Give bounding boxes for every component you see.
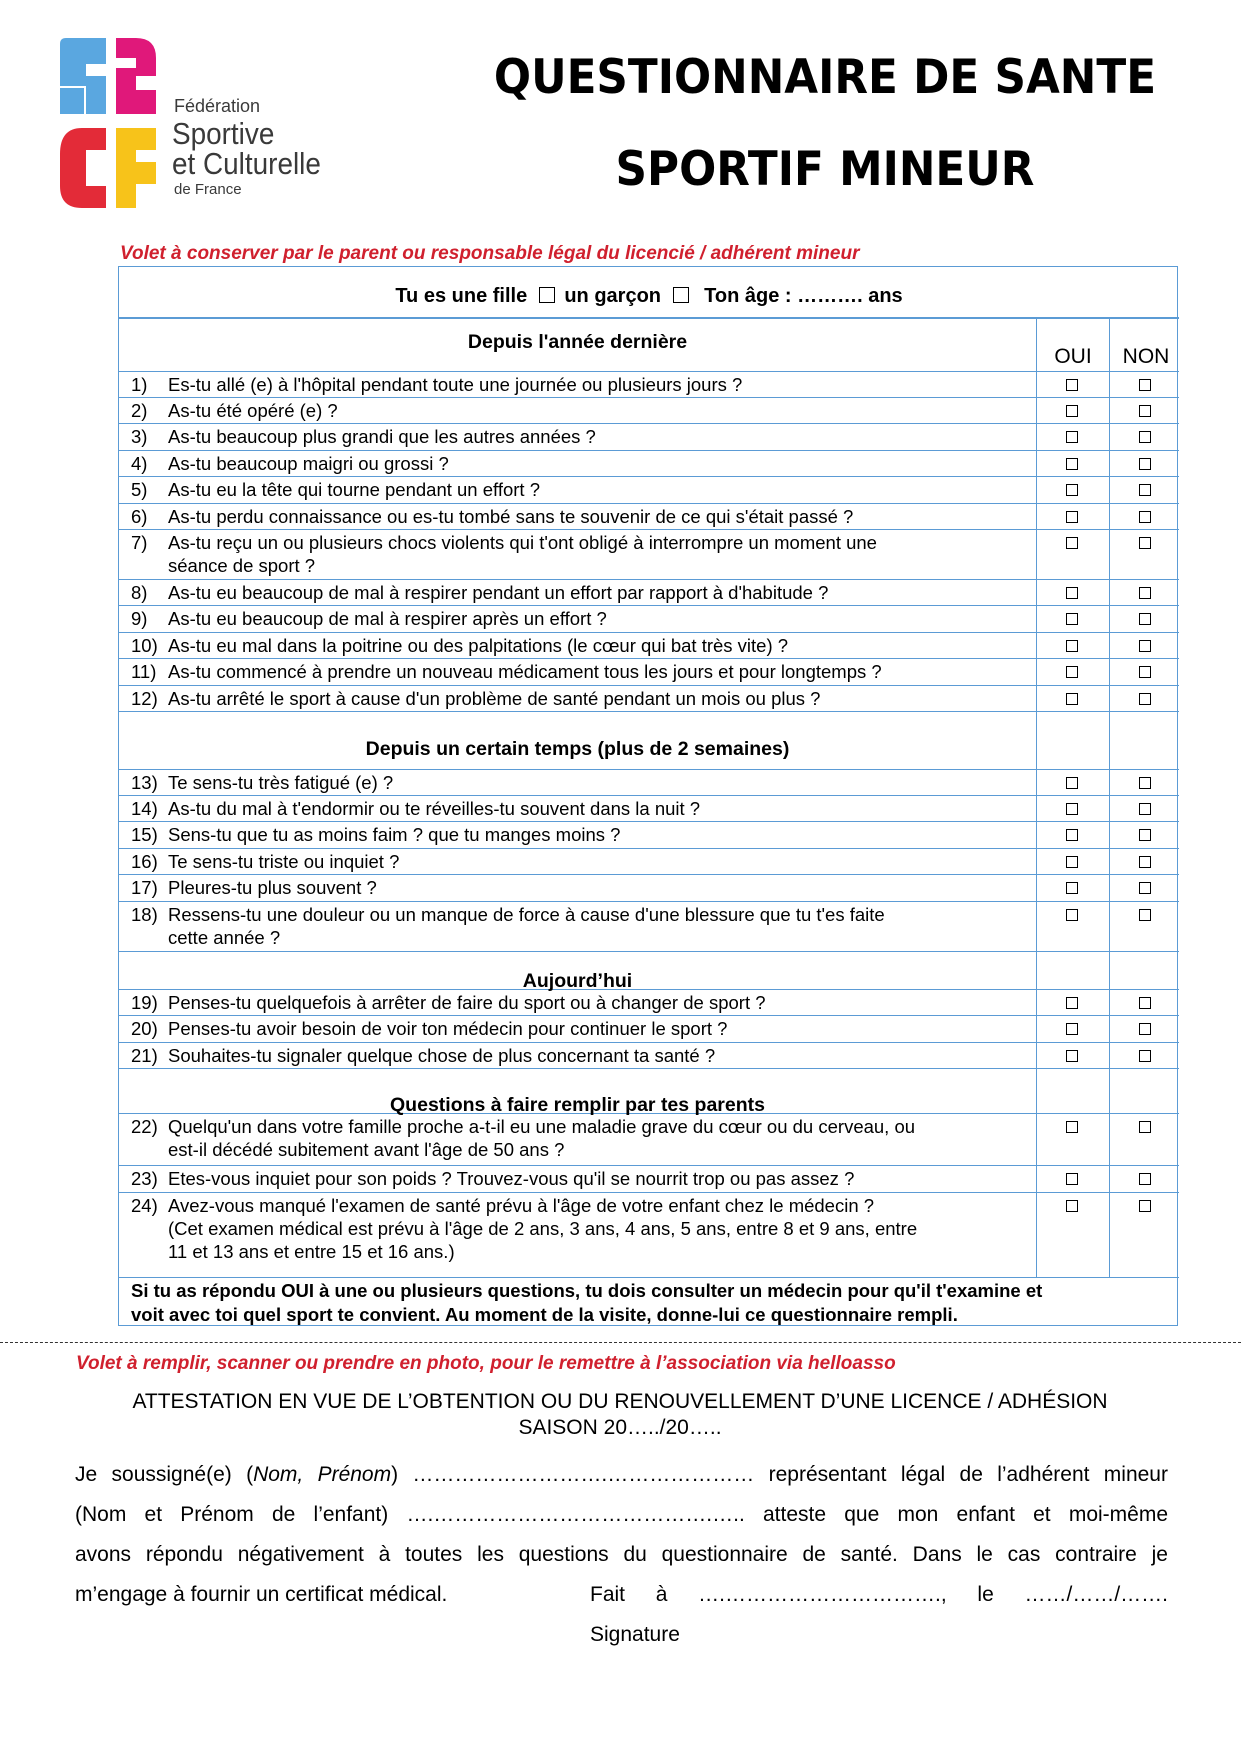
oui-checkbox[interactable] bbox=[1066, 1023, 1078, 1035]
question-text: As-tu perdu connaissance ou es-tu tombé sans te souvenir de ce qui s'était passé ? bbox=[168, 506, 854, 527]
question-number: 7) bbox=[131, 532, 148, 553]
question-text: As-tu eu beaucoup de mal à respirer pendant un effort par rapport à d'habitude ? bbox=[168, 582, 829, 603]
oui-checkbox[interactable] bbox=[1066, 458, 1078, 470]
question-text: As-tu commencé à prendre un nouveau médicament tous les jours et pour longtemps ? bbox=[168, 661, 882, 682]
column-oui: OUI bbox=[1054, 345, 1092, 368]
oui-checkbox[interactable] bbox=[1066, 777, 1078, 789]
question-number: 1) bbox=[131, 374, 148, 395]
section-title-3: Aujourd’hui bbox=[522, 970, 633, 992]
ffsc-logo bbox=[60, 36, 405, 226]
section-title-1: Depuis l'année dernière bbox=[467, 331, 688, 353]
oui-checkbox[interactable] bbox=[1066, 997, 1078, 1009]
attestation-title-line2: SAISON 20…../20….. bbox=[518, 1416, 722, 1439]
question-number: 2) bbox=[131, 400, 148, 421]
non-checkbox[interactable] bbox=[1139, 666, 1151, 678]
oui-checkbox[interactable] bbox=[1066, 484, 1078, 496]
footer-note-line1: Si tu as répondu OUI à une ou plusieurs questions, tu dois consulter un médecin pour qu'il t'examine et bbox=[131, 1280, 1043, 1301]
age-label: Ton âge : ………. ans bbox=[704, 285, 903, 307]
oui-checkbox[interactable] bbox=[1066, 613, 1078, 625]
question-number: 17) bbox=[131, 877, 158, 898]
non-checkbox[interactable] bbox=[1139, 511, 1151, 523]
logo-text-culturelle: et Culturelle bbox=[172, 146, 321, 181]
oui-checkbox[interactable] bbox=[1066, 803, 1078, 815]
attestation-title-line1: ATTESTATION EN VUE DE L’OBTENTION OU DU RENOUVELLEMENT D’UNE LICENCE / ADHÉSION bbox=[132, 1390, 1108, 1413]
non-checkbox[interactable] bbox=[1139, 882, 1151, 894]
attestation-signature: Signature bbox=[590, 1623, 680, 1646]
attestation-nom-prenom: Nom, Prénom bbox=[253, 1463, 392, 1486]
question-text: Avez-vous manqué l'examen de santé prévu à l'âge de votre enfant chez le médecin ? bbox=[168, 1195, 875, 1216]
garcon-label: un garçon bbox=[564, 285, 661, 307]
attestation-line1 bbox=[75, 1455, 1168, 1495]
question-text: As-tu du mal à t'endormir ou te réveilles-tu souvent dans la nuit ? bbox=[168, 798, 701, 819]
attestation-line1-c: ) ……………………….………………… représentant légal de l’adhérent mineur bbox=[391, 1463, 1168, 1486]
question-text: As-tu beaucoup plus grandi que les autres années ? bbox=[168, 426, 596, 447]
question-text: (Cet examen médical est prévu à l'âge de 2 ans, 3 ans, 4 ans, 5 ans, entre 8 et 9 ans, entre bbox=[168, 1218, 918, 1239]
oui-checkbox[interactable] bbox=[1066, 431, 1078, 443]
question-text: Es-tu allé (e) à l'hôpital pendant toute une journée ou plusieurs jours ? bbox=[168, 374, 743, 395]
oui-checkbox[interactable] bbox=[1066, 1050, 1078, 1062]
fille-label: Tu es une fille bbox=[395, 285, 528, 307]
question-text: Te sens-tu triste ou inquiet ? bbox=[168, 851, 400, 872]
oui-checkbox[interactable] bbox=[1066, 666, 1078, 678]
attestation-line4: m’engage à fournir un certificat médical. bbox=[75, 1583, 448, 1606]
question-text: Souhaites-tu signaler quelque chose de plus concernant ta santé ? bbox=[168, 1045, 716, 1066]
oui-checkbox[interactable] bbox=[1066, 379, 1078, 391]
non-checkbox[interactable] bbox=[1139, 1023, 1151, 1035]
question-text: Te sens-tu très fatigué (e) ? bbox=[168, 772, 394, 793]
non-checkbox[interactable] bbox=[1139, 587, 1151, 599]
question-number: 23) bbox=[131, 1168, 158, 1189]
questionnaire-table bbox=[118, 266, 1178, 1326]
question-text: cette année ? bbox=[168, 927, 281, 948]
question-text: As-tu eu beaucoup de mal à respirer après un effort ? bbox=[168, 608, 607, 629]
oui-checkbox[interactable] bbox=[1066, 909, 1078, 921]
non-checkbox[interactable] bbox=[1139, 431, 1151, 443]
oui-checkbox[interactable] bbox=[1066, 829, 1078, 841]
section-title-2: Depuis un certain temps (plus de 2 semaines) bbox=[365, 738, 790, 760]
question-number: 24) bbox=[131, 1195, 158, 1216]
non-checkbox[interactable] bbox=[1139, 1050, 1151, 1062]
non-checkbox[interactable] bbox=[1139, 405, 1151, 417]
question-number: 13) bbox=[131, 772, 158, 793]
question-number: 15) bbox=[131, 824, 158, 845]
attestation-line2: (Nom et Prénom de l’enfant) ….………………………………….….. atteste que mon enfant et moi-même bbox=[75, 1503, 1168, 1526]
question-text: As-tu beaucoup maigri ou grossi ? bbox=[168, 453, 449, 474]
question-number: 16) bbox=[131, 851, 158, 872]
non-checkbox[interactable] bbox=[1139, 777, 1151, 789]
attestation-line3: avons répondu négativement à toutes les questions du questionnaire de santé. Dans le cas contraire je bbox=[75, 1543, 1168, 1566]
non-checkbox[interactable] bbox=[1139, 1200, 1151, 1212]
non-checkbox[interactable] bbox=[1139, 856, 1151, 868]
question-number: 5) bbox=[131, 479, 148, 500]
question-number: 3) bbox=[131, 426, 148, 447]
attestation-title bbox=[60, 1389, 1180, 1441]
non-checkbox[interactable] bbox=[1139, 1121, 1151, 1133]
question-number: 12) bbox=[131, 688, 158, 709]
logo-text-de-france: de France bbox=[174, 181, 242, 198]
question-number: 4) bbox=[131, 453, 148, 474]
oui-checkbox[interactable] bbox=[1066, 537, 1078, 549]
non-checkbox[interactable] bbox=[1139, 613, 1151, 625]
attestation-fait-a: Fait à ….…………………………., le ……/……/……. bbox=[590, 1583, 1168, 1606]
question-text: séance de sport ? bbox=[168, 555, 316, 576]
question-text: As-tu reçu un ou plusieurs chocs violents qui t'ont obligé à interrompre un moment une bbox=[168, 532, 877, 553]
question-number: 14) bbox=[131, 798, 158, 819]
garcon-checkbox[interactable] bbox=[673, 287, 689, 303]
oui-checkbox[interactable] bbox=[1066, 882, 1078, 894]
non-checkbox[interactable] bbox=[1139, 997, 1151, 1009]
column-non: NON bbox=[1122, 345, 1170, 368]
non-checkbox[interactable] bbox=[1139, 693, 1151, 705]
question-number: 20) bbox=[131, 1018, 158, 1039]
non-checkbox[interactable] bbox=[1139, 484, 1151, 496]
non-checkbox[interactable] bbox=[1139, 1173, 1151, 1185]
oui-checkbox[interactable] bbox=[1066, 856, 1078, 868]
oui-checkbox[interactable] bbox=[1066, 587, 1078, 599]
question-number: 6) bbox=[131, 506, 148, 527]
non-checkbox[interactable] bbox=[1139, 458, 1151, 470]
volet-conserver-note: Volet à conserver par le parent ou responsable légal du licencié / adhérent mineur bbox=[120, 243, 860, 264]
cut-line bbox=[0, 1342, 1241, 1343]
question-number: 19) bbox=[131, 992, 158, 1013]
question-text: Quelqu'un dans votre famille proche a-t-il eu une maladie grave du cœur ou du cerveau, ou bbox=[168, 1116, 916, 1137]
footer-note bbox=[131, 1279, 1042, 1327]
logo-text-federation: Fédération bbox=[174, 96, 261, 116]
oui-checkbox[interactable] bbox=[1066, 405, 1078, 417]
non-checkbox[interactable] bbox=[1139, 829, 1151, 841]
fille-checkbox[interactable] bbox=[539, 287, 555, 303]
question-text: As-tu arrêté le sport à cause d'un problème de santé pendant un mois ou plus ? bbox=[168, 688, 821, 709]
identity-row bbox=[119, 285, 1179, 308]
section-title-4: Questions à faire remplir par tes parents bbox=[390, 1094, 765, 1116]
question-text: As-tu eu la tête qui tourne pendant un effort ? bbox=[168, 479, 540, 500]
logo-text-sportive: Sportive bbox=[172, 116, 275, 151]
question-text: Sens-tu que tu as moins faim ? que tu manges moins ? bbox=[168, 824, 621, 845]
attestation-line1-a: Je soussigné(e) ( bbox=[75, 1463, 254, 1486]
question-text: Ressens-tu une douleur ou un manque de force à cause d'une blessure que tu t'es faite bbox=[168, 904, 885, 925]
footer-note-line2: voit avec toi quel sport te convient. Au moment de la visite, donne-lui ce questionnaire rempli. bbox=[131, 1304, 958, 1325]
question-text: 11 et 13 ans et entre 15 et 16 ans.) bbox=[168, 1241, 455, 1262]
page-title-line1: QUESTIONNAIRE DE SANTE bbox=[493, 50, 1157, 105]
oui-checkbox[interactable] bbox=[1066, 640, 1078, 652]
page-title-line2: SPORTIF MINEUR bbox=[615, 142, 1035, 197]
question-text: est-il décédé subitement avant l'âge de 50 ans ? bbox=[168, 1139, 565, 1160]
non-checkbox[interactable] bbox=[1139, 537, 1151, 549]
question-number: 21) bbox=[131, 1045, 158, 1066]
question-text: Penses-tu avoir besoin de voir ton médecin pour continuer le sport ? bbox=[168, 1018, 728, 1039]
oui-checkbox[interactable] bbox=[1066, 1121, 1078, 1133]
question-number: 11) bbox=[131, 661, 157, 682]
non-checkbox[interactable] bbox=[1139, 379, 1151, 391]
non-checkbox[interactable] bbox=[1139, 909, 1151, 921]
oui-checkbox[interactable] bbox=[1066, 1173, 1078, 1185]
non-checkbox[interactable] bbox=[1139, 640, 1151, 652]
question-text: Etes-vous inquiet pour son poids ? Trouvez-vous qu'il se nourrit trop ou pas assez ? bbox=[168, 1168, 855, 1189]
question-text: Penses-tu quelquefois à arrêter de faire du sport ou à changer de sport ? bbox=[168, 992, 766, 1013]
non-checkbox[interactable] bbox=[1139, 803, 1151, 815]
question-text: As-tu été opéré (e) ? bbox=[168, 400, 338, 421]
question-number: 8) bbox=[131, 582, 148, 603]
volet-remplir-note: Volet à remplir, scanner ou prendre en photo, pour le remettre à l’association via helloasso bbox=[76, 1353, 896, 1374]
oui-checkbox[interactable] bbox=[1066, 693, 1078, 705]
question-number: 9) bbox=[131, 608, 148, 629]
question-text: As-tu eu mal dans la poitrine ou des palpitations (le cœur qui bat très vite) ? bbox=[168, 635, 789, 656]
question-number: 10) bbox=[131, 635, 158, 656]
question-text: Pleures-tu plus souvent ? bbox=[168, 877, 377, 898]
oui-checkbox[interactable] bbox=[1066, 1200, 1078, 1212]
question-number: 22) bbox=[131, 1116, 158, 1137]
oui-checkbox[interactable] bbox=[1066, 511, 1078, 523]
question-number: 18) bbox=[131, 904, 158, 925]
